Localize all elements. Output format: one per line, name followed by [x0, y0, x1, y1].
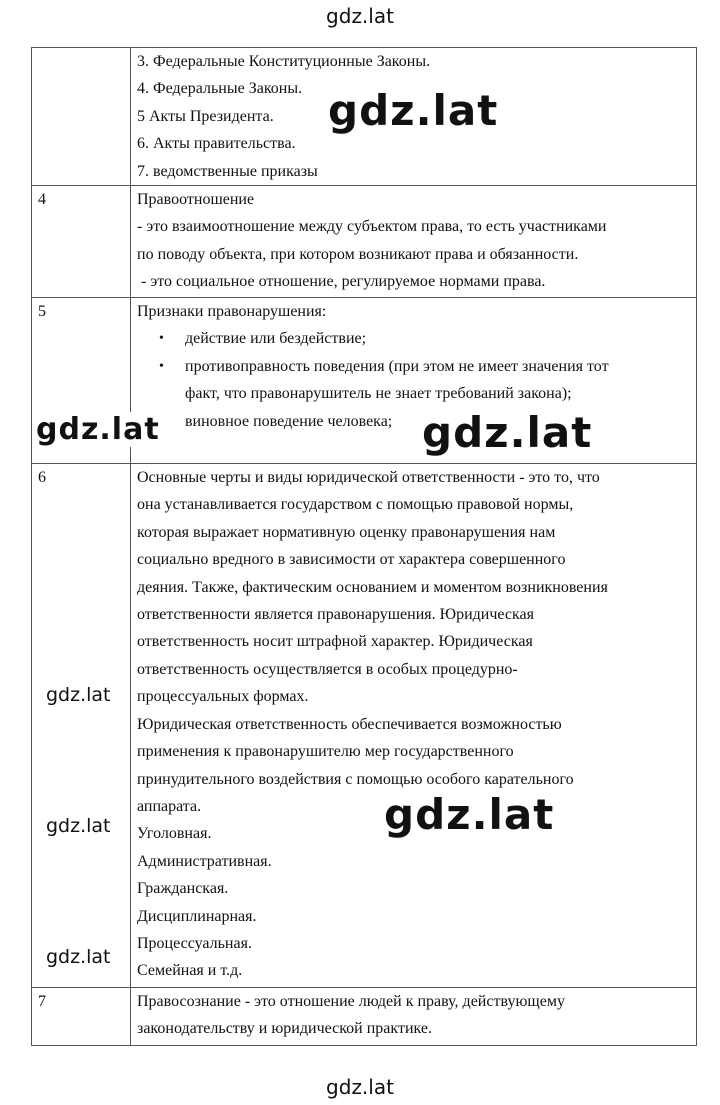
row-content [131, 298, 697, 464]
row-number: 7 [32, 988, 131, 1046]
definition-line: по поводу объекта, при котором возникают права и обязанности. [137, 245, 579, 263]
answers-table [31, 47, 697, 1046]
list-item: 4. Федеральные Законы. [137, 80, 303, 98]
watermark: gdz.lat [46, 684, 111, 706]
paragraph-line: аппарата. [137, 797, 202, 815]
list-item [185, 353, 690, 408]
term-heading: Правоотношение [137, 191, 255, 209]
paragraph-line: деяния. Также, фактическим основанием и моментом возникновения [137, 578, 608, 596]
paragraph-line: ответственность носит штрафной характер. Юридическая [137, 633, 533, 651]
row-content [131, 186, 697, 298]
list-item-text: • виновное поведение человека; [185, 412, 393, 430]
row-content [131, 988, 697, 1046]
paragraph-line: ответственность осуществляется в особых процедурно- [137, 660, 518, 678]
list-item: Гражданская. [137, 880, 229, 898]
paragraph-line: законодательству и юридической практике. [137, 1020, 432, 1038]
list-item [185, 325, 690, 352]
list-item: Уголовная. [137, 825, 212, 843]
row-number: 6 [32, 464, 131, 988]
table-row [32, 186, 697, 298]
watermark: gdz.lat [384, 790, 555, 839]
paragraph-line: которая выражает нормативную оценку правонарушения нам [137, 523, 556, 541]
list-item-text: • противоправность поведения (при этом не имеет значения тот [185, 357, 609, 375]
row-number: 4 [32, 186, 131, 298]
signs-list [137, 325, 690, 435]
table-row [32, 988, 697, 1046]
paragraph-line: процессуальных формах. [137, 688, 309, 706]
row-content [131, 464, 697, 988]
term-heading: Признаки правонарушения: [137, 303, 327, 321]
definition-line: - это взаимоотношение между субъектом права, то есть участниками [137, 218, 607, 236]
list-item: 3. Федеральные Конституционные Законы. [137, 53, 431, 70]
list-item: Административная. [137, 852, 272, 870]
watermark: gdz.lat [422, 408, 593, 457]
row-number: 5 [32, 298, 131, 464]
watermark: gdz.lat [328, 86, 499, 135]
definition-line: - это социальное отношение, регулируемое нормами права. [137, 273, 546, 291]
watermark-bottom: gdz.lat [326, 1075, 394, 1099]
list-item: 6. Акты правительства. [137, 135, 296, 153]
paragraph-line: социально вредного в зависимости от характера совершенного [137, 551, 566, 569]
list-item: 7. ведомственные приказы [137, 162, 318, 180]
list-item-text: • действие или бездействие; [185, 330, 367, 348]
list-item: Дисциплинарная. [137, 907, 257, 925]
watermark: gdz.lat [46, 946, 111, 968]
paragraph-line: Основные черты и виды юридической ответственности - это то, что [137, 469, 600, 487]
paragraph-line: Юридическая ответственность обеспечивается возможностью [137, 715, 562, 733]
list-item: 5 Акты Президента. [137, 107, 274, 125]
watermark-top: gdz.lat [326, 4, 394, 28]
paragraph-line: принудительного воздействия с помощью особого карательного [137, 770, 574, 788]
paragraph-line: она устанавливается государством с помощью правовой нормы, [137, 496, 574, 514]
list-item: Семейная и т.д. [137, 962, 243, 980]
paragraph-line: Правосознание - это отношение людей к праву, действующему [137, 993, 565, 1011]
list-item-text: факт, что правонарушитель не знает требований закона); [185, 385, 572, 403]
paragraph-line: применения к правонарушителю мер государственного [137, 743, 514, 761]
table-row [32, 464, 697, 988]
row-number [32, 48, 131, 186]
list-item: Процессуальная. [137, 934, 252, 952]
watermark: gdz.lat [36, 412, 164, 447]
paragraph-line: ответственности является правонарушения. Юридическая [137, 606, 534, 624]
watermark: gdz.lat [46, 815, 111, 837]
